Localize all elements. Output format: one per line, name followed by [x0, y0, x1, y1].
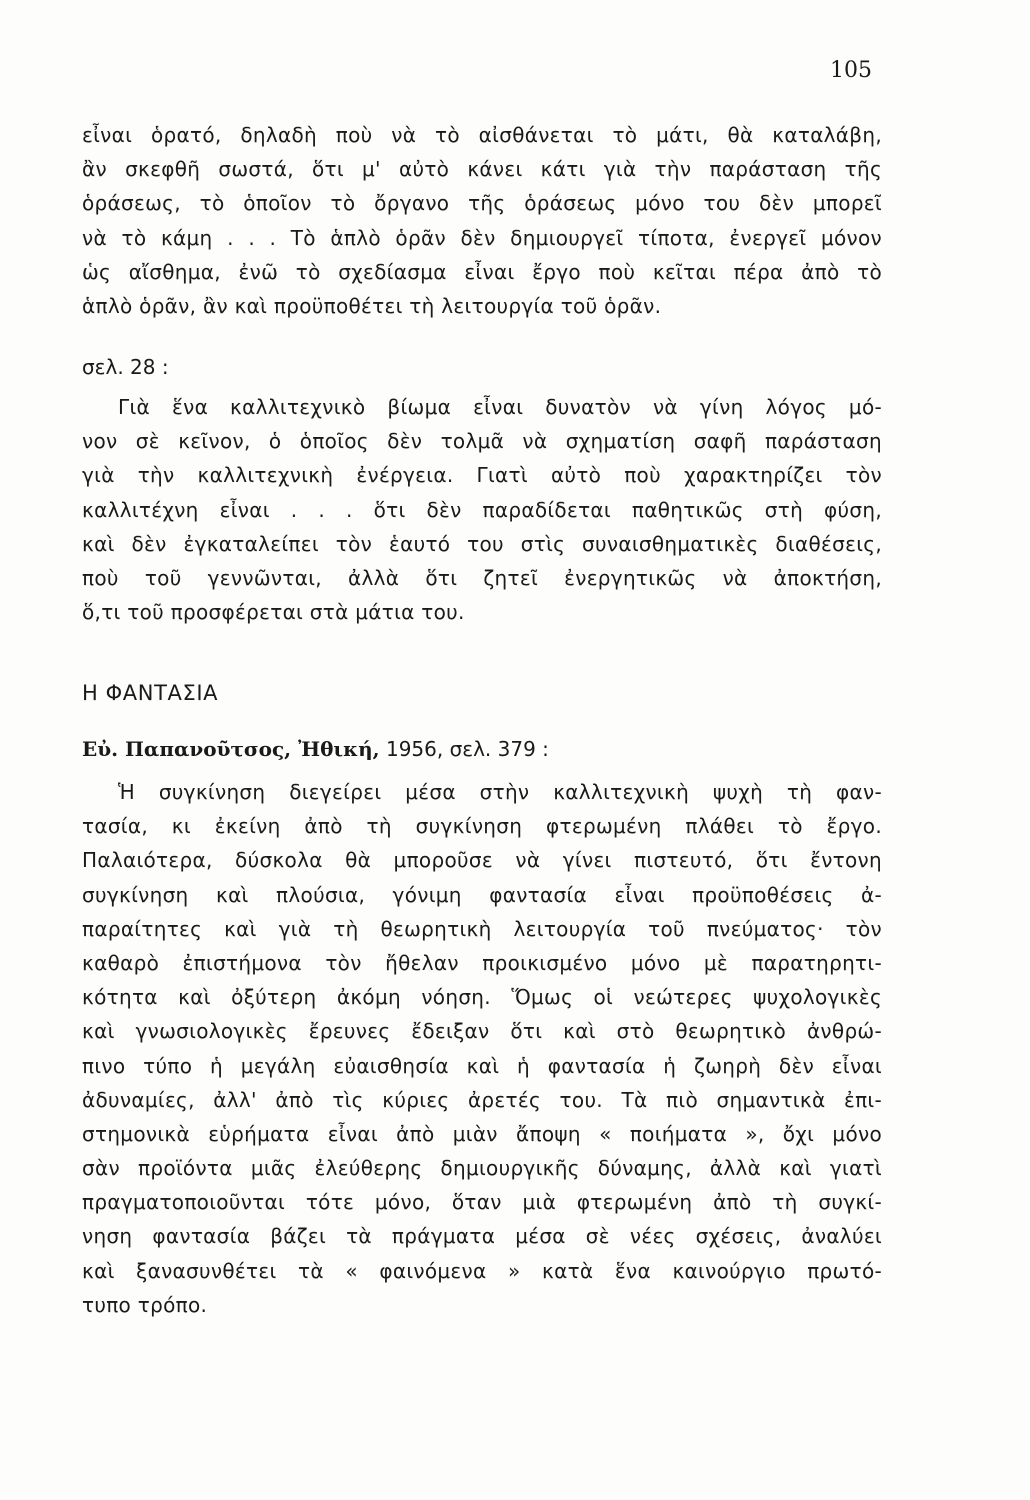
paragraph-1	[82, 118, 882, 323]
citation	[82, 732, 549, 766]
text-line: εἶναι ὁρατό, δηλαδὴ ποὺ νὰ τὸ αἰσθάνεται τὸ μάτι, θὰ καταλάβη,	[82, 123, 882, 147]
text-line: Παλαιότερα, δύσκολα θὰ μποροῦσε νὰ γίνει πιστευτό, ὅτι ἔντονη	[82, 848, 882, 873]
text-line: νηση φαντασία βάζει τὰ πράγματα μέσα σὲ νέες σχέσεις, ἀναλύει	[82, 1224, 882, 1249]
citation-author-title: Εὐ. Παπανοῦτσος, Ἠθική,	[82, 737, 380, 761]
text-line: τασία, κι ἐκείνη ἀπὸ τὴ συγκίνηση φτερωμένη πλάθει τὸ ἔργο.	[82, 814, 882, 839]
text-line: ὡς αἴσθημα, ἐνῶ τὸ σχεδίασμα εἶναι ἔργο ποὺ κεῖται πέρα ἀπὸ τὸ	[82, 259, 882, 284]
text-line: κότητα καὶ ὀξύτερη ἀκόμη νόηση. Ὅμως οἱ νεώτερες ψυχολογικὲς	[82, 985, 882, 1010]
text-line: καλλιτέχνη εἶναι . . . ὅτι δὲν παραδίδεται παθητικῶς στὴ φύση,	[82, 497, 882, 522]
section-label: σελ. 28 :	[82, 355, 169, 379]
section-heading: Η ΦΑΝΤΑΣΙΑ	[82, 681, 219, 705]
text-line: Ἡ συγκίνηση διεγείρει μέσα στὴν καλλιτεχνικὴ ψυχὴ τὴ φαν-	[118, 780, 882, 804]
text-line: στημονικὰ εὑρήματα εἶναι ἀπὸ μιὰν ἄποψη « ποιήματα », ὄχι μόνο	[82, 1121, 882, 1146]
text-line: νὰ τὸ κάμη . . . Τὸ ἁπλὸ ὁρᾶν δὲν δημιουργεῖ τίποτα, ἐνεργεῖ μόνον	[82, 225, 882, 250]
text-line: νον σὲ κεῖνον, ὁ ὁποῖος δὲν τολμᾶ νὰ σχηματίση σαφῆ παράσταση	[82, 429, 882, 454]
text-line: Γιὰ ἕνα καλλιτεχνικὸ βίωμα εἶναι δυνατὸν νὰ γίνη λόγος μό-	[118, 395, 882, 419]
text-line: τυπο τρόπο.	[82, 1292, 208, 1317]
text-line: ὅ,τι τοῦ προσφέρεται στὰ μάτια του.	[82, 600, 465, 625]
text-line: πινο τύπο ἡ μεγάλη εὐαισθησία καὶ ἡ φαντασία ἡ ζωηρὴ δὲν εἶναι	[82, 1053, 882, 1078]
text-line: ἀδυναμίες, ἀλλ' ἀπὸ τὶς κύριες ἀρετές του. Τὰ πιὸ σημαντικὰ ἐπι-	[82, 1087, 882, 1112]
text-line: καὶ ξανασυνθέτει τὰ « φαινόμενα » κατὰ ἕνα καινούργιο πρωτό-	[82, 1258, 882, 1283]
text-line: πραγματοποιοῦνται τότε μόνο, ὅταν μιὰ φτερωμένη ἀπὸ τὴ συγκί-	[82, 1190, 882, 1215]
paragraph-2	[82, 390, 882, 629]
text-line: ποὺ τοῦ γεννῶνται, ἀλλὰ ὅτι ζητεῖ ἐνεργητικῶς νὰ ἀποκτήση,	[82, 565, 882, 590]
text-line: καὶ δὲν ἐγκαταλείπει τὸν ἑαυτό του στὶς συναισθηματικὲς διαθέσεις,	[82, 531, 882, 556]
text-line: συγκίνηση καὶ πλούσια, γόνιμη φαντασία εἶναι προϋποθέσεις ἀ-	[82, 882, 882, 907]
page-number: 105	[830, 58, 872, 83]
text-line: ἂν σκεφθῆ σωστά, ὅτι μ' αὐτὸ κάνει κάτι γιὰ τὴν παράσταση τῆς	[82, 157, 882, 182]
paragraph-3	[82, 775, 882, 1322]
text-line: καθαρὸ ἐπιστήμονα τὸν ἤθελαν προικισμένο μόνο μὲ παρατηρητι-	[82, 950, 882, 975]
citation-details: 1956, σελ. 379 :	[385, 737, 549, 761]
text-line: παραίτητες καὶ γιὰ τὴ θεωρητικὴ λειτουργία τοῦ πνεύματος· τὸν	[82, 916, 882, 941]
text-line: καὶ γνωσιολογικὲς ἔρευνες ἔδειξαν ὅτι καὶ στὸ θεωρητικὸ ἀνθρώ-	[82, 1019, 882, 1044]
text-line: ἁπλὸ ὁρᾶν, ἂν καὶ προϋποθέτει τὴ λειτουργία τοῦ ὁρᾶν.	[82, 293, 662, 318]
text-line: γιὰ τὴν καλλιτεχνικὴ ἐνέργεια. Γιατὶ αὐτὸ ποὺ χαρακτηρίζει τὸν	[82, 463, 882, 488]
text-line: σὰν προϊόντα μιᾶς ἐλεύθερης δημιουργικῆς δύναμης, ἀλλὰ καὶ γιατὶ	[82, 1156, 882, 1181]
text-line: ὁράσεως, τὸ ὁποῖον τὸ ὄργανο τῆς ὁράσεως μόνο του δὲν μπορεῖ	[82, 191, 882, 216]
